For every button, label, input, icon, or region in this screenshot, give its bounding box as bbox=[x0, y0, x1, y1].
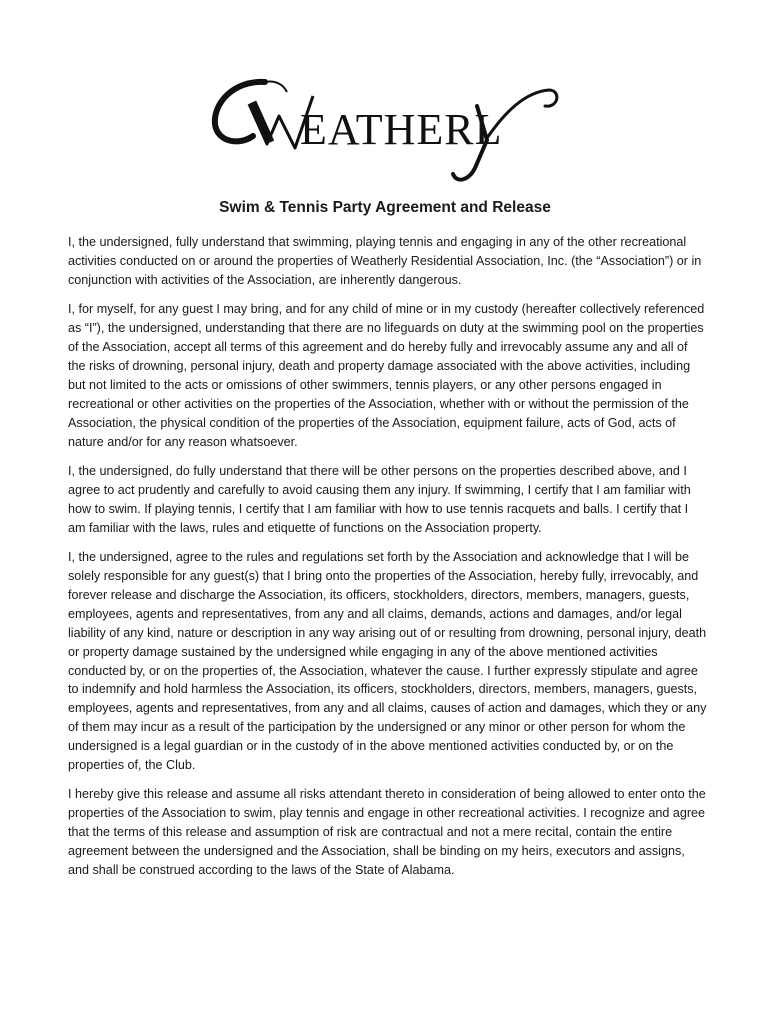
weatherly-logo bbox=[205, 62, 565, 202]
paragraph-risk-acknowledgement: I, the undersigned, fully understand that swimming, playing tennis and engaging in any of the other recreational activities conducted on or around the properties of Weatherly Residential Association, Inc. (the “Association”) or in conjunction with activities of the Association, are inherently dangerous. bbox=[68, 235, 702, 287]
document-title: Swim & Tennis Party Agreement and Release bbox=[219, 199, 551, 216]
paragraph-consideration: I hereby give this release and assume all risks attendant thereto in consideration of being allowed to enter onto the properties of the Association to swim, play tennis and engage in other recreational activities. I recognize and agree that the terms of this release and assumption of risk are contractual and not a mere recital, contain the entire agreement between the undersigned and the Association, shall be binding on my heirs, executors and assigns, and shall be construed according to the laws of the State of Alabama. bbox=[68, 787, 706, 878]
paragraph-assumption-of-risk: I, for myself, for any guest I may bring, and for any child of mine or in my custody (hereafter collectively referenced as “I”), the undersigned, understanding that there are no lifeguards on duty at the swimming pool on the properties of the Association, accept all terms of this agreement and do hereby fully and irrevocably assume any and all of the risks of drowning, personal injury, death and property damage associated with the above activities, including but not limited to the acts or omissions of other swimmers, tennis players, or any other persons engaged in recreational or other activities on the properties of the Association, whether with or without the permission of the Association, the physical condition of the properties of the Association, equipment failure, acts of God, acts of nature and/or for any reason whatsoever. bbox=[68, 302, 705, 449]
document-body bbox=[68, 233, 708, 891]
paragraph-release-and-indemnity: I, the undersigned, agree to the rules and regulations set forth by the Association and acknowledge that I will be solely responsible for any guest(s) that I bring onto the properties of the Association, hereby fully, irrevocably, and forever release and discharge the Association, its officers, stockholders, directors, members, managers, guests, employees, agents and representatives, from any and all claims, demands, actions and damages, and/or legal liability of any kind, nature or description in any way arising out of or resulting from drowning, personal injury, death or property damage sustained by the undersigned while engaging in any of the above mentioned activities conducted by, or on the properties of, the Association, whatever the cause. I further expressly stipulate and agree to indemnify and hold harmless the Association, its officers, stockholders, directors, members, managers, guests, employees, agents and representatives, from any and all claims, causes of action and damages, which they or any of them may incur as a result of the participation by the undersigned or any minor or other person for whom the undersigned is a legal guardian or in the custody of in the above mentioned activities conducted by, or on the properties of, the Club. bbox=[68, 550, 707, 773]
paragraph-certification: I, the undersigned, do fully understand that there will be other persons on the properties described above, and I agree to act prudently and carefully to avoid causing them any injury. If swimming, I certify that I am familiar with how to swim. If playing tennis, I certify that I am familiar with how to use tennis racquets and balls. I certify that I am familiar with the laws, rules and etiquette of functions on the Association property. bbox=[68, 463, 691, 535]
logo-wordmark: EATHERL bbox=[300, 105, 503, 154]
